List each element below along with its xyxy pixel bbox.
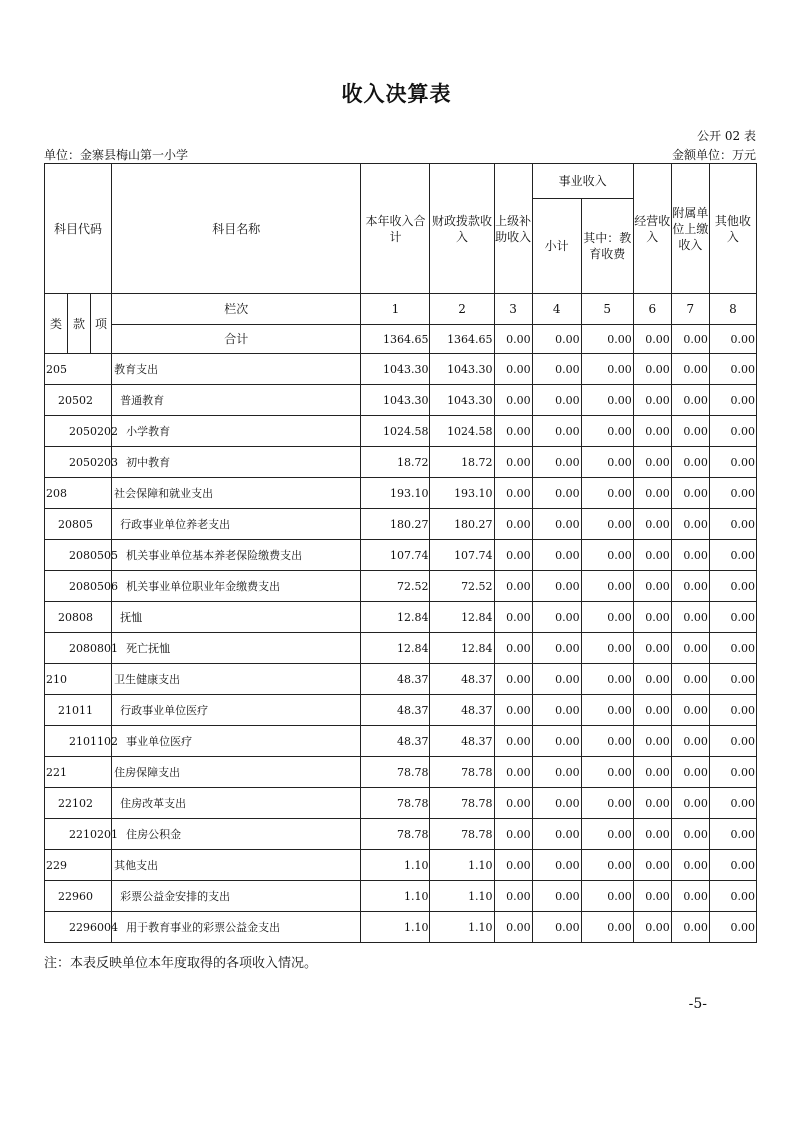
amount-cell: 0.00 (494, 602, 532, 633)
amount-cell: 0.00 (532, 695, 581, 726)
subject-name: 小学教育 (112, 416, 361, 447)
total-value: 0.00 (581, 325, 633, 354)
amount-cell: 107.74 (361, 540, 430, 571)
col-num: 4 (532, 294, 581, 325)
subject-code: 20808 (45, 602, 112, 633)
amount-cell: 0.00 (633, 912, 671, 943)
amount-cell: 0.00 (709, 788, 756, 819)
subject-code: 205 (45, 354, 112, 385)
amount-cell: 107.74 (430, 540, 494, 571)
amount-cell: 78.78 (430, 757, 494, 788)
amount-cell: 0.00 (709, 416, 756, 447)
amount-cell: 0.00 (494, 447, 532, 478)
amount-cell: 0.00 (581, 788, 633, 819)
amount-cell: 48.37 (430, 664, 494, 695)
amount-cell: 0.00 (709, 385, 756, 416)
subject-name: 卫生健康支出 (112, 664, 361, 695)
amount-cell: 0.00 (494, 757, 532, 788)
header-item: 项 (91, 294, 112, 354)
amount-cell: 0.00 (709, 633, 756, 664)
amount-cell: 0.00 (532, 788, 581, 819)
amount-cell: 48.37 (361, 664, 430, 695)
amount-cell: 0.00 (494, 416, 532, 447)
amount-cell: 0.00 (494, 726, 532, 757)
amount-cell: 0.00 (633, 354, 671, 385)
amount-cell: 0.00 (709, 819, 756, 850)
amount-cell: 0.00 (532, 540, 581, 571)
subject-name: 行政事业单位医疗 (112, 695, 361, 726)
amount-cell: 0.00 (532, 819, 581, 850)
amount-cell: 0.00 (671, 695, 709, 726)
subject-code: 2210201 (45, 819, 112, 850)
subject-name: 行政事业单位养老支出 (112, 509, 361, 540)
amount-cell: 0.00 (709, 509, 756, 540)
amount-cell: 0.00 (633, 850, 671, 881)
amount-cell: 0.00 (671, 571, 709, 602)
subject-name: 住房改革支出 (112, 788, 361, 819)
amount-cell: 48.37 (361, 726, 430, 757)
table-row (45, 881, 757, 912)
subject-name: 社会保障和就业支出 (112, 478, 361, 509)
subject-name: 彩票公益金安排的支出 (112, 881, 361, 912)
amount-cell: 0.00 (532, 385, 581, 416)
header-subtotal: 小计 (532, 199, 581, 294)
amount-cell: 1.10 (430, 912, 494, 943)
amount-cell: 48.37 (430, 695, 494, 726)
amount-cell: 0.00 (709, 850, 756, 881)
amount-cell: 0.00 (494, 571, 532, 602)
total-value: 0.00 (671, 325, 709, 354)
table-row (45, 819, 757, 850)
amount-cell: 1.10 (361, 850, 430, 881)
amount-cell: 0.00 (581, 633, 633, 664)
subject-name: 教育支出 (112, 354, 361, 385)
amount-cell: 1043.30 (361, 354, 430, 385)
income-final-accounts-table (44, 163, 757, 943)
amount-cell: 0.00 (671, 819, 709, 850)
amount-cell: 12.84 (430, 633, 494, 664)
amount-cell: 0.00 (633, 633, 671, 664)
amount-cell: 0.00 (633, 757, 671, 788)
amount-cell: 0.00 (709, 881, 756, 912)
amount-cell: 0.00 (709, 695, 756, 726)
col-num: 5 (581, 294, 633, 325)
header-other-income: 其他收入 (709, 164, 756, 294)
amount-cell: 0.00 (494, 850, 532, 881)
table-row (45, 385, 757, 416)
header-business-income: 事业收入 (532, 164, 633, 199)
amount-cell: 0.00 (709, 664, 756, 695)
amount-cell: 0.00 (532, 571, 581, 602)
amount-cell: 0.00 (494, 633, 532, 664)
amount-cell: 0.00 (633, 726, 671, 757)
amount-cell: 180.27 (361, 509, 430, 540)
amount-cell: 0.00 (532, 881, 581, 912)
amount-cell: 0.00 (633, 571, 671, 602)
amount-cell: 0.00 (671, 664, 709, 695)
amount-cell: 0.00 (581, 385, 633, 416)
table-row (45, 540, 757, 571)
subject-code: 2050203 (45, 447, 112, 478)
amount-cell: 0.00 (709, 447, 756, 478)
amount-cell: 18.72 (430, 447, 494, 478)
amount-cell: 0.00 (709, 540, 756, 571)
amount-cell: 0.00 (671, 602, 709, 633)
amount-cell: 0.00 (671, 850, 709, 881)
table-row (45, 416, 757, 447)
amount-cell: 72.52 (361, 571, 430, 602)
amount-cell: 0.00 (532, 447, 581, 478)
header-superior-subsidy: 上级补助收入 (494, 164, 532, 294)
table-row (45, 602, 757, 633)
amount-cell: 0.00 (581, 664, 633, 695)
header-section: 款 (68, 294, 91, 354)
amount-cell: 0.00 (633, 416, 671, 447)
amount-cell: 1043.30 (361, 385, 430, 416)
amount-cell: 0.00 (581, 695, 633, 726)
amount-cell: 0.00 (494, 881, 532, 912)
amount-cell: 0.00 (709, 354, 756, 385)
footnote: 注：本表反映单位本年度取得的各项收入情况。 (44, 956, 318, 971)
amount-cell: 48.37 (430, 726, 494, 757)
amount-cell: 12.84 (430, 602, 494, 633)
amount-cell: 0.00 (532, 602, 581, 633)
amount-cell: 0.00 (671, 385, 709, 416)
total-row-label: 合计 (112, 325, 361, 354)
amount-cell: 0.00 (581, 912, 633, 943)
amount-cell: 1024.58 (361, 416, 430, 447)
table-row (45, 478, 757, 509)
amount-cell: 0.00 (494, 540, 532, 571)
amount-cell: 0.00 (581, 602, 633, 633)
amount-cell: 0.00 (581, 881, 633, 912)
total-value: 0.00 (633, 325, 671, 354)
amount-cell: 0.00 (581, 571, 633, 602)
amount-cell: 78.78 (430, 788, 494, 819)
amount-cell: 0.00 (494, 912, 532, 943)
subject-code: 22960 (45, 881, 112, 912)
amount-cell: 1.10 (430, 850, 494, 881)
amount-cell: 0.00 (709, 478, 756, 509)
amount-cell: 78.78 (361, 757, 430, 788)
page-number: -5- (688, 996, 707, 1012)
amount-cell: 0.00 (633, 819, 671, 850)
amount-cell: 0.00 (671, 416, 709, 447)
amount-cell: 0.00 (671, 881, 709, 912)
header-edu-fee: 其中：教育收费 (581, 199, 633, 294)
amount-cell: 0.00 (494, 478, 532, 509)
amount-cell: 0.00 (494, 509, 532, 540)
header-column-label: 栏次 (112, 294, 361, 325)
reporting-unit: 单位：金寨县梅山第一小学 (44, 148, 189, 162)
amount-cell: 0.00 (633, 664, 671, 695)
table-row (45, 509, 757, 540)
amount-cell: 0.00 (633, 447, 671, 478)
subject-name: 住房公积金 (112, 819, 361, 850)
amount-cell: 0.00 (671, 540, 709, 571)
subject-code: 2080505 (45, 540, 112, 571)
subject-code: 22102 (45, 788, 112, 819)
table-row (45, 633, 757, 664)
table-body (45, 354, 757, 943)
amount-cell: 0.00 (671, 912, 709, 943)
amount-cell: 0.00 (709, 571, 756, 602)
amount-cell: 0.00 (494, 385, 532, 416)
amount-cell: 0.00 (532, 850, 581, 881)
amount-cell: 0.00 (709, 912, 756, 943)
subject-name: 住房保障支出 (112, 757, 361, 788)
amount-cell: 0.00 (581, 540, 633, 571)
amount-cell: 18.72 (361, 447, 430, 478)
amount-cell: 0.00 (709, 726, 756, 757)
amount-cell: 0.00 (532, 509, 581, 540)
amount-cell: 0.00 (532, 726, 581, 757)
subject-code: 210 (45, 664, 112, 695)
amount-cell: 0.00 (709, 602, 756, 633)
amount-cell: 1.10 (361, 912, 430, 943)
table-code: 公开 02 表 (697, 129, 756, 143)
amount-cell: 48.37 (361, 695, 430, 726)
col-num: 7 (671, 294, 709, 325)
amount-cell: 0.00 (494, 354, 532, 385)
amount-cell: 0.00 (709, 757, 756, 788)
subject-code: 20805 (45, 509, 112, 540)
subject-name: 初中教育 (112, 447, 361, 478)
header-affiliated-income: 附属单位上缴收入 (671, 164, 709, 294)
col-num: 2 (430, 294, 494, 325)
amount-cell: 0.00 (671, 509, 709, 540)
total-value: 0.00 (709, 325, 756, 354)
header-fiscal-appropriation: 财政拨款收入 (430, 164, 494, 294)
subject-code: 2050202 (45, 416, 112, 447)
col-num: 1 (361, 294, 430, 325)
subject-code: 208 (45, 478, 112, 509)
col-num: 8 (709, 294, 756, 325)
amount-cell: 0.00 (581, 416, 633, 447)
total-value: 0.00 (494, 325, 532, 354)
amount-cell: 0.00 (581, 819, 633, 850)
amount-cell: 0.00 (581, 447, 633, 478)
subject-name: 抚恤 (112, 602, 361, 633)
subject-name: 机关事业单位基本养老保险缴费支出 (112, 540, 361, 571)
page-title: 收入决算表 (341, 81, 452, 106)
amount-cell: 0.00 (671, 447, 709, 478)
amount-cell: 1.10 (361, 881, 430, 912)
amount-cell: 0.00 (633, 695, 671, 726)
subject-code: 21011 (45, 695, 112, 726)
amount-cell: 0.00 (494, 664, 532, 695)
subject-code: 2080506 (45, 571, 112, 602)
header-subject-name: 科目名称 (112, 164, 361, 294)
table-row (45, 757, 757, 788)
amount-cell: 1043.30 (430, 385, 494, 416)
col-num: 3 (494, 294, 532, 325)
table-row (45, 664, 757, 695)
amount-cell: 0.00 (581, 726, 633, 757)
header-class: 类 (45, 294, 68, 354)
amount-cell: 78.78 (430, 819, 494, 850)
subject-name: 事业单位医疗 (112, 726, 361, 757)
amount-cell: 0.00 (633, 509, 671, 540)
table-row (45, 695, 757, 726)
table-row (45, 447, 757, 478)
amount-cell: 0.00 (633, 602, 671, 633)
subject-code: 221 (45, 757, 112, 788)
subject-name: 死亡抚恤 (112, 633, 361, 664)
amount-cell: 0.00 (532, 664, 581, 695)
amount-cell: 1.10 (430, 881, 494, 912)
amount-cell: 0.00 (494, 819, 532, 850)
table-row (45, 850, 757, 881)
amount-cell: 0.00 (532, 633, 581, 664)
amount-cell: 0.00 (532, 416, 581, 447)
amount-cell: 0.00 (581, 850, 633, 881)
total-value: 1364.65 (430, 325, 494, 354)
amount-cell: 12.84 (361, 602, 430, 633)
amount-cell: 180.27 (430, 509, 494, 540)
table-row (45, 726, 757, 757)
amount-cell: 0.00 (671, 788, 709, 819)
amount-cell: 0.00 (671, 726, 709, 757)
subject-code: 2080801 (45, 633, 112, 664)
amount-cell: 0.00 (532, 478, 581, 509)
subject-name: 机关事业单位职业年金缴费支出 (112, 571, 361, 602)
amount-cell: 0.00 (581, 509, 633, 540)
amount-cell: 0.00 (671, 354, 709, 385)
table-row (45, 571, 757, 602)
subject-name: 用于教育事业的彩票公益金支出 (112, 912, 361, 943)
amount-cell: 0.00 (494, 788, 532, 819)
amount-cell: 0.00 (581, 354, 633, 385)
amount-cell: 0.00 (633, 788, 671, 819)
amount-cell: 78.78 (361, 788, 430, 819)
amount-cell: 0.00 (671, 633, 709, 664)
col-num: 6 (633, 294, 671, 325)
amount-cell: 0.00 (532, 354, 581, 385)
amount-cell: 0.00 (532, 757, 581, 788)
amount-cell: 0.00 (633, 385, 671, 416)
amount-cell: 0.00 (633, 881, 671, 912)
amount-cell: 72.52 (430, 571, 494, 602)
amount-cell: 0.00 (671, 478, 709, 509)
subject-name: 普通教育 (112, 385, 361, 416)
header-operating-income: 经营收入 (633, 164, 671, 294)
amount-cell: 0.00 (494, 695, 532, 726)
amount-cell: 0.00 (532, 912, 581, 943)
amount-cell: 78.78 (361, 819, 430, 850)
amount-cell: 12.84 (361, 633, 430, 664)
subject-name: 其他支出 (112, 850, 361, 881)
amount-cell: 193.10 (430, 478, 494, 509)
amount-cell: 0.00 (633, 540, 671, 571)
table-row (45, 912, 757, 943)
amount-cell: 0.00 (581, 757, 633, 788)
table-row (45, 354, 757, 385)
subject-code: 20502 (45, 385, 112, 416)
subject-code: 2101102 (45, 726, 112, 757)
amount-cell: 1024.58 (430, 416, 494, 447)
header-subject-code: 科目代码 (45, 164, 112, 294)
table-row (45, 788, 757, 819)
subject-code: 2296004 (45, 912, 112, 943)
header-total-income: 本年收入合计 (361, 164, 430, 294)
amount-cell: 0.00 (633, 478, 671, 509)
amount-cell: 1043.30 (430, 354, 494, 385)
amount-unit: 金额单位：万元 (671, 148, 756, 162)
total-value: 1364.65 (361, 325, 430, 354)
amount-cell: 0.00 (671, 757, 709, 788)
total-value: 0.00 (532, 325, 581, 354)
subject-code: 229 (45, 850, 112, 881)
amount-cell: 193.10 (361, 478, 430, 509)
amount-cell: 0.00 (581, 478, 633, 509)
